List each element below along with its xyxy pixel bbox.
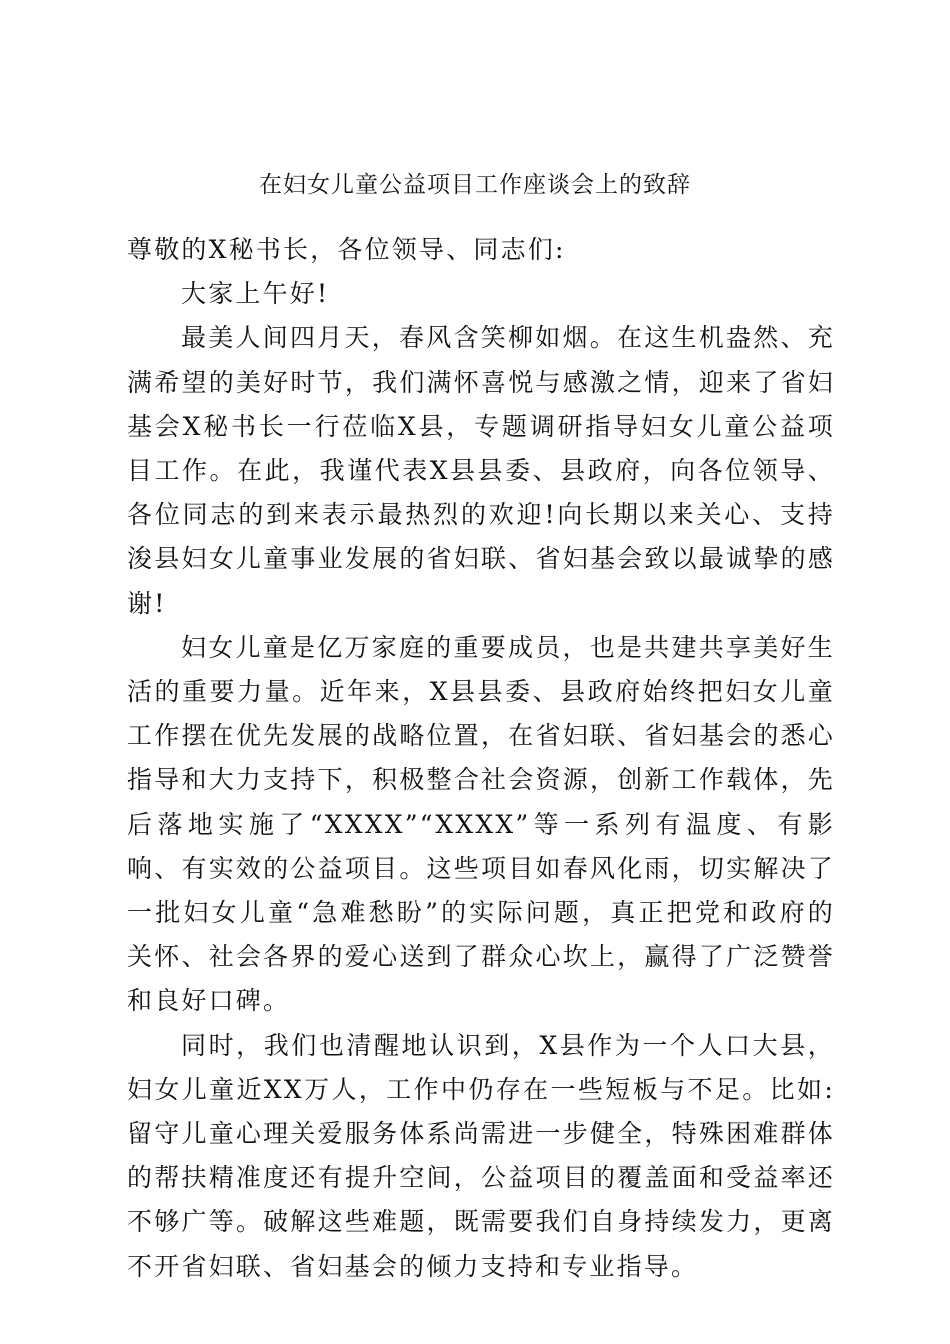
document-body (127, 228, 835, 1289)
salutation: 尊敬的X秘书长，各位领导、同志们: (127, 235, 566, 264)
document-title: 在妇女儿童公益项目工作座谈会上的致辞 (259, 172, 691, 198)
greeting: 大家上午好! (181, 279, 330, 309)
paragraph-3: 同时，我们也清醒地认识到，X县作为一个人口大县，妇女儿童近XX万人，工作中仍存在一些短板与不足。比如:留守儿童心理关爱服务体系尚需进一步健全，特殊困难群体的帮扶精准度还有提升空间，公益项目的覆盖面和受益率还不够广等。破解这些难题，既需要我们自身持续发力，更离不开省妇联、省妇基会的倾力支持和专业指导。 (127, 1030, 835, 1281)
paragraph-1: 最美人间四月天，春风含笑柳如烟。在这生机盎然、充满希望的美好时节，我们满怀喜悦与感激之情，迎来了省妇基会X秘书长一行莅临X县，专题调研指导妇女儿童公益项目工作。在此，我谨代表X县县委、县政府，向各位领导、各位同志的到来表示最热烈的欢迎!向长期以来关心、支持浚县妇女儿童事业发展的省妇联、省妇基会致以最诚挚的感谢! (127, 323, 835, 618)
paragraph-2: 妇女儿童是亿万家庭的重要成员，也是共建共享美好生活的重要力量。近年来，X县县委、县政府始终把妇女儿童工作摆在优先发展的战略位置，在省妇联、省妇基会的悉心指导和大力支持下，积极整合社会资源，创新工作载体，先后落地实施了“XXXX”“XXXX”等一系列有温度、有影响、有实效的公益项目。这些项目如春风化雨，切实解决了一批妇女儿童“急难愁盼”的实际问题，真正把党和政府的关怀、社会各界的爱心送到了群众心坎上，赢得了广泛赞誉和良好口碑。 (127, 632, 835, 1016)
